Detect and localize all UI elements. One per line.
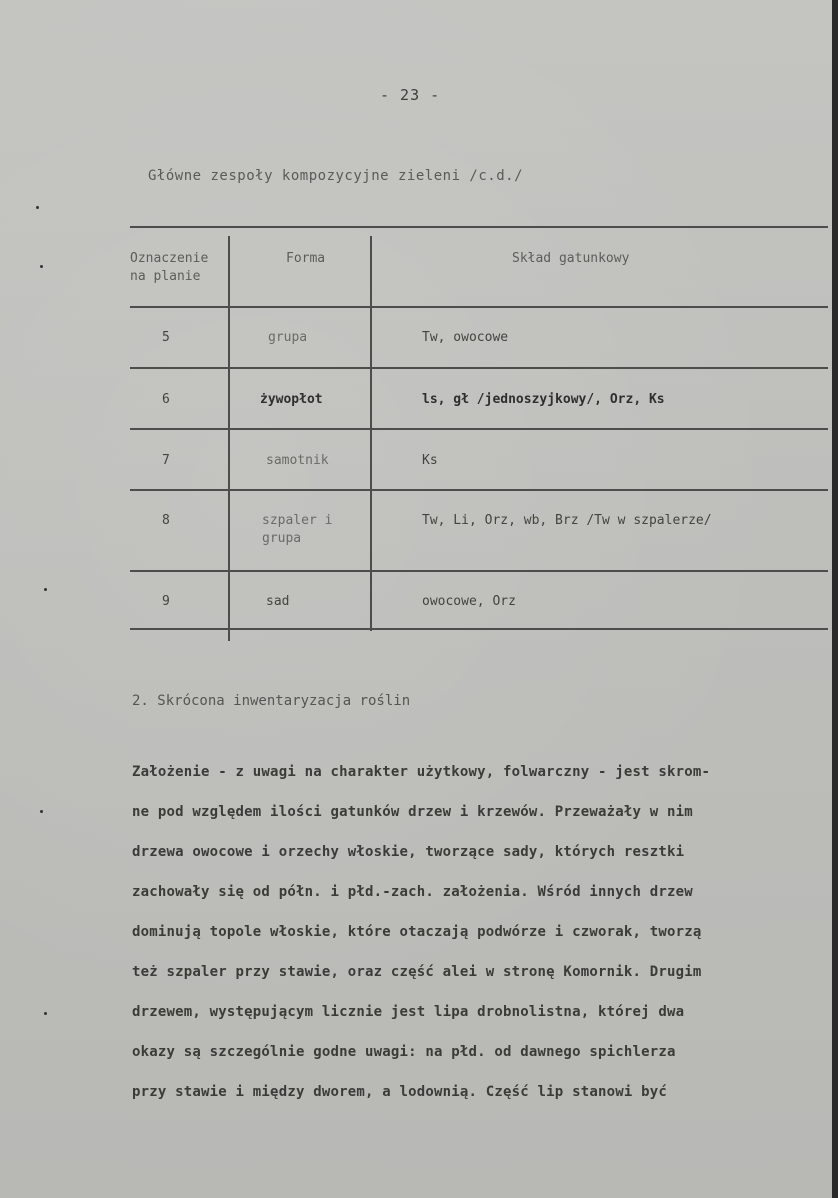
- section-title: Główne zespoły kompozycyjne zieleni /c.d./: [148, 168, 524, 184]
- table-column-rule: [370, 236, 372, 631]
- page-number: - 23 -: [380, 86, 441, 104]
- scan-speck: [44, 1012, 47, 1015]
- table-rule: [130, 628, 828, 630]
- table-row-form: samotnik: [266, 453, 329, 468]
- table-row-species: owocowe, Orz: [422, 594, 516, 609]
- table-row-form: szpaler i grupa: [262, 513, 333, 546]
- scan-speck: [40, 810, 43, 813]
- header-species: Skład gatunkowy: [512, 251, 630, 266]
- scan-edge: [832, 0, 838, 1198]
- table-rule: [130, 226, 828, 228]
- table-row-number: 7: [162, 453, 170, 468]
- scan-speck: [44, 588, 47, 591]
- paragraph-line: okazy są szczególnie godne uwagi: na płd. od dawnego spichlerza: [132, 1044, 676, 1060]
- paragraph-line: też szpaler przy stawie, oraz część alei w stronę Komornik. Drugim: [132, 964, 702, 980]
- header-form: Forma: [286, 251, 326, 266]
- table-row-form: żywopłot: [260, 392, 323, 407]
- paragraph-line: Założenie - z uwagi na charakter użytkowy, folwarczny - jest skrom-: [132, 764, 711, 780]
- table-row-species: ls, gł /jednoszyjkowy/, Orz, Ks: [422, 392, 665, 407]
- paragraph-line: przy stawie i między dworem, a lodownią. Część lip stanowi być: [132, 1084, 667, 1100]
- table-row-species: Tw, Li, Orz, wb, Brz /Tw w szpalerze/: [422, 513, 712, 528]
- table-rule: [130, 306, 828, 308]
- table-row-number: 8: [162, 513, 170, 528]
- table-row-species: Tw, owocowe: [422, 330, 509, 345]
- paragraph-line: dominują topole włoskie, które otaczają podwórze i czworak, tworzą: [132, 924, 702, 940]
- table-row-number: 9: [162, 594, 170, 609]
- scan-speck: [40, 265, 43, 268]
- species-table: [130, 226, 828, 641]
- paragraph: [132, 752, 822, 1112]
- paragraph-line: drzewem, występującym licznie jest lipa drobnolistna, której dwa: [132, 1004, 685, 1020]
- table-column-rule: [228, 236, 230, 641]
- table-row-species: Ks: [422, 453, 438, 468]
- table-rule: [130, 367, 828, 369]
- paragraph-line: ne pod względem ilości gatunków drzew i krzewów. Przeważały w nim: [132, 804, 693, 820]
- scan-speck: [36, 206, 39, 209]
- table-row-form: sad: [266, 594, 290, 609]
- paragraph-line: drzewa owocowe i orzechy włoskie, tworzące sady, których resztki: [132, 844, 685, 860]
- header-designation: Oznaczenie na planie: [130, 251, 209, 284]
- section-2-title: 2. Skrócona inwentaryzacja roślin: [132, 693, 411, 709]
- paragraph-line: zachowały się od półn. i płd.-zach. założenia. Wśród innych drzew: [132, 884, 693, 900]
- table-row-number: 6: [162, 392, 170, 407]
- table-row-form: grupa: [268, 330, 308, 345]
- table-rule: [130, 428, 828, 430]
- table-rule: [130, 489, 828, 491]
- table-row-number: 5: [162, 330, 170, 345]
- table-rule: [130, 570, 828, 572]
